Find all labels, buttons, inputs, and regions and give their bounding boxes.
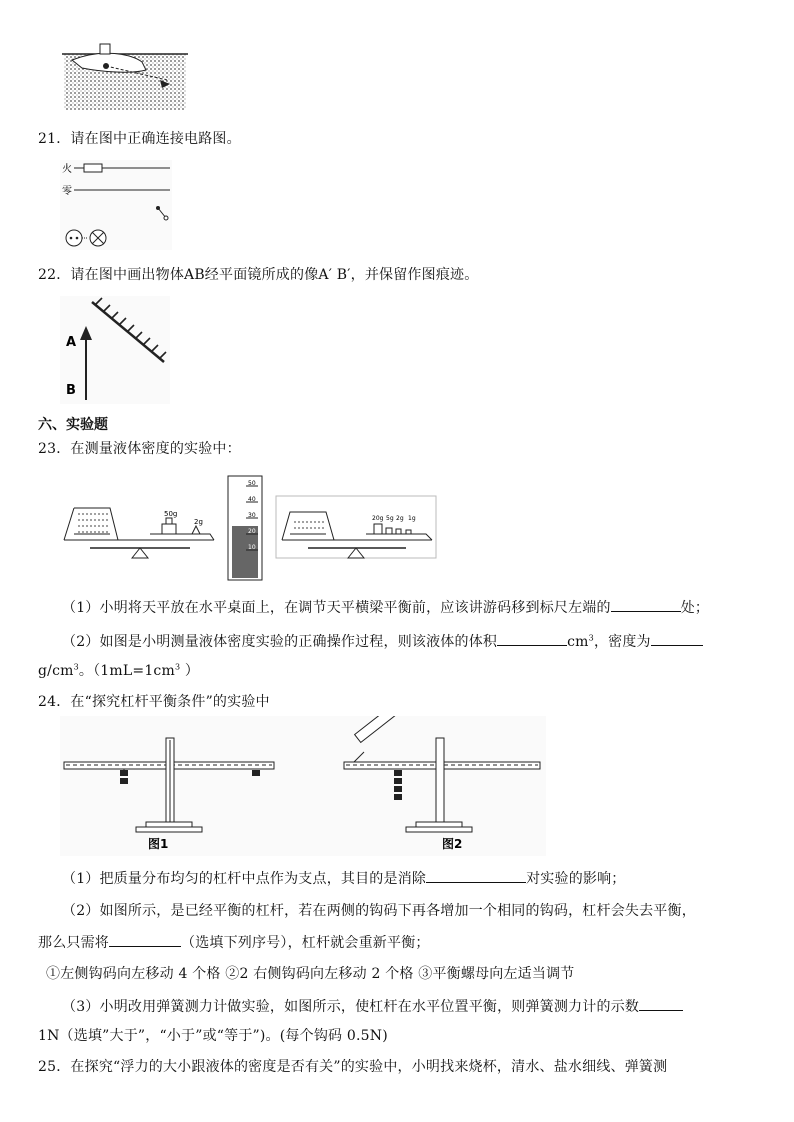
q24-part3-line2: 1N（选填”大于”，“小于”或“等于”)。(每个钩码 0.5N) — [38, 1028, 388, 1044]
q23-note: 。（1mL=1cm — [78, 663, 175, 679]
weight-1g: 1g — [408, 515, 416, 522]
weight-2g-r: 2g — [396, 515, 404, 522]
cyl-tick-40: 40 — [248, 496, 256, 503]
q24-part2: （2）如图所示，是已经平衡的杠杆，若在两侧的钩码下再各增加一个相同的钩码，杠杆会失去平衡， — [62, 903, 696, 919]
q24-options: ①左侧钩码向左移动 4 个格 ②2 右侧钩码向左移动 2 个格 ③平衡螺母向左适当调节 — [46, 966, 575, 982]
cyl-tick-10: 10 — [248, 544, 256, 551]
measuring-cylinder — [228, 476, 262, 580]
weight-50g: 50g — [164, 510, 178, 518]
question-25: 25．在探究“浮力的大小跟液体的密度是否有关”的实验中，小明找来烧杯，清水、盐水细线、弹簧测 — [38, 1059, 668, 1075]
circuit-figure — [60, 160, 172, 250]
weight-5g: 5g — [386, 515, 394, 522]
cyl-tick-50: 50 — [248, 480, 256, 487]
lever-figures — [60, 716, 546, 856]
fig2-caption: 图2 — [442, 837, 463, 851]
live-wire-label: 火 — [62, 164, 72, 175]
fuse-icon — [84, 164, 102, 172]
answer-blank-volume[interactable] — [497, 631, 567, 646]
q23-part1 — [62, 597, 709, 617]
q24-part2-end: （选填下列序号），杠杆就会重新平衡； — [181, 935, 430, 951]
density-experiment-figure — [60, 474, 460, 582]
answer-blank-1[interactable] — [611, 597, 681, 612]
balance-left — [64, 508, 214, 558]
water-boat-figure — [62, 40, 188, 112]
fig1-caption: 图1 — [148, 837, 169, 851]
question-24: 24．在“探究杠杆平衡条件”的实验中 — [38, 694, 270, 710]
q23-part2-line2: $g/cm^3$。（$1mL=1cm^3$ ） — [38, 662, 200, 679]
q23-part1-end: 处； — [680, 600, 710, 616]
q24-part2-text: 那么只需将 — [38, 935, 109, 951]
weight-20g: 20g — [372, 515, 384, 522]
q24-part1-end: 对实验的影响； — [526, 871, 626, 887]
unit-cm: cm — [567, 634, 589, 650]
answer-blank-density[interactable] — [651, 631, 703, 646]
label-b: B — [66, 383, 76, 398]
cyl-tick-30: 30 — [248, 512, 256, 519]
weight-2g: 2g — [194, 518, 203, 526]
balance-right — [276, 496, 436, 558]
socket-icon — [66, 230, 82, 246]
q23-part2: （2）如图是小明测量液体密度实验的正确操作过程，则该液体的体积 $cm^3$，密度为 — [62, 631, 703, 651]
q24-part3-text: （3）小明改用弹簧测力计做实验，如图所示，使杠杆在水平位置平衡，则弹簧测力计的示数 — [62, 999, 640, 1015]
q24-part2-line2 — [38, 932, 430, 952]
answer-blank-2[interactable] — [426, 868, 526, 883]
answer-blank-4[interactable] — [639, 996, 683, 1011]
q23-part1-text: （1）小明将天平放在水平桌面上，在调节天平横梁平衡前，应该讲游码移到标尺左端的 — [62, 600, 611, 616]
cyl-tick-20: 20 — [248, 528, 256, 535]
question-23: 23．在测量液体密度的实验中： — [38, 441, 241, 457]
section-title: 六、实验题 — [38, 417, 108, 433]
unit-g-cm: g/cm — [38, 663, 74, 679]
label-a: A — [66, 335, 77, 350]
mirror-figure — [60, 296, 170, 404]
question-21: 21．请在图中正确连接电路图。 — [38, 131, 241, 147]
q24-part1-text: （1）把质量分布均匀的杠杆中点作为支点，其目的是消除 — [62, 871, 427, 887]
neutral-wire-label: 零 — [62, 186, 72, 197]
q24-part1 — [62, 868, 626, 888]
q24-part3 — [62, 996, 683, 1016]
q23-density-label: ，密度为 — [593, 634, 651, 650]
question-22: 22．请在图中画出物体AB经平面镜所成的像A′ B′，并保留作图痕迹。 — [38, 267, 479, 283]
q23-note-end: ） — [180, 663, 200, 679]
q23-part2-text: （2）如图是小明测量液体密度实验的正确操作过程，则该液体的体积 — [62, 634, 498, 650]
answer-blank-3[interactable] — [109, 932, 181, 947]
